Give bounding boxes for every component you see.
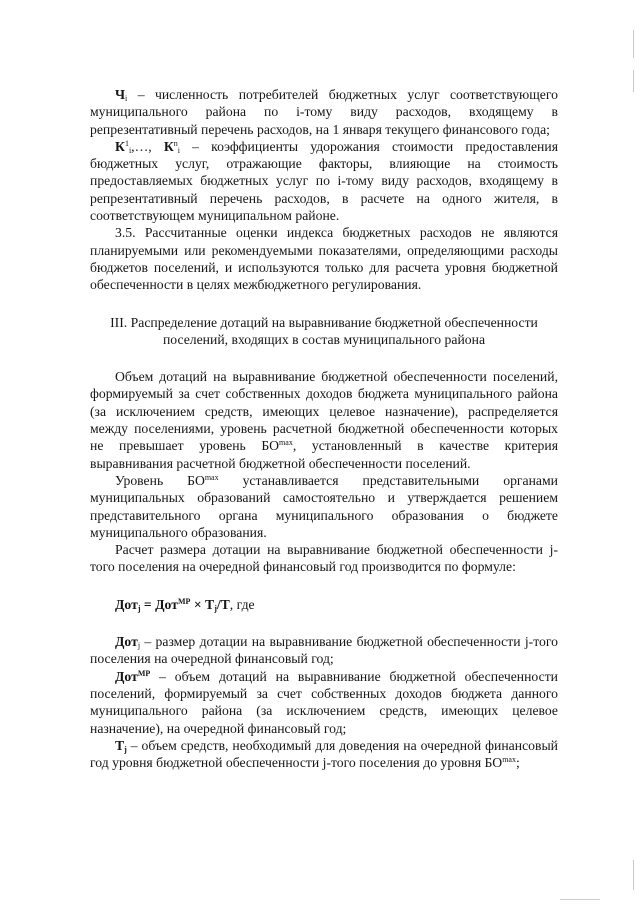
symbol-superscript: 1 <box>124 138 129 148</box>
scan-edge-mark <box>633 30 634 58</box>
symbol-superscript: max <box>204 472 219 482</box>
section-heading: III. Распределение дотаций на выравнивание бюджетной обеспеченности поселений, входящих в состав муниципального района <box>110 314 538 347</box>
paragraph-text: – объем дотаций на выравнивание бюджетной обеспеченности поселений, формируемый за счет собственных доходов бюджета данного муниципального района (за исключением средств, имеющих целевое назначение), на очередной финансовый год; <box>90 668 558 736</box>
document-body <box>90 86 558 771</box>
symbol-subscript: j <box>124 744 127 754</box>
symbol-subscript: i <box>128 145 132 155</box>
scan-edge-mark <box>633 70 634 92</box>
paragraph-subsidy-volume <box>90 368 558 472</box>
paragraph-text: ; <box>515 755 520 771</box>
paragraph-text: , установленный в качестве критерия выравнивания расчетной бюджетной обеспеченности поселений. <box>90 438 558 471</box>
symbol-superscript: МР <box>137 668 151 678</box>
symbol-subscript: i <box>125 94 128 103</box>
paragraph-ch-definition <box>90 86 558 138</box>
formula-superscript: МР <box>177 596 191 606</box>
scan-edge-mark <box>633 860 634 890</box>
formula <box>90 596 558 613</box>
formula-t-j: T <box>205 596 215 612</box>
paragraph-k-definition <box>90 138 558 224</box>
paragraph-3-5: 3.5. Рассчитанные оценки индекса бюджетных расходов не являются планируемыми или рекомендуемыми показателями, определяющими расходы бюджетов поселений, и используются только для расчета уровня бюджетной обеспеченности в целях межбюджетного регулирования. <box>90 225 558 293</box>
scan-speck <box>560 899 600 900</box>
paragraph-text: – объем средств, необходимый для доведения на очередной финансовый год уровня бюджетной обеспеченности j-того поселения до уровня БО <box>90 737 558 771</box>
paragraph-text: устанавливается представительными органами муниципальных образований самостоятельно и утверждается решением представительного органа муниципального образования о бюджете муниципального образования. <box>90 472 558 540</box>
symbol-ch: Ч <box>115 87 126 102</box>
paragraph-text: – размер дотации на выравнивание бюджетной обеспеченности j-того поселения на очередной финансовый год; <box>90 634 558 667</box>
formula-dot-j: Дот <box>115 596 138 612</box>
symbol-k1: К <box>115 138 125 154</box>
formula-subscript: j <box>214 603 217 613</box>
paragraph-calculation: Расчет размера дотации на выравнивание бюджетной обеспеченности j-того поселения на очередной финансовый год производится по формуле: <box>90 542 558 575</box>
paragraph-text: – численность потребителей бюджетных услуг соответствующего муниципального района по i-тому виду расходов, входящему в репрезентативный перечень расходов, на 1 января текущего финансового года; <box>90 87 558 137</box>
formula-times: × <box>190 596 206 612</box>
symbol-separator: ,…, <box>131 138 164 154</box>
formula-dot-mr: Дот <box>155 596 178 612</box>
paragraph-text: Уровень БО <box>115 472 205 488</box>
formula-tail: , где <box>229 596 255 612</box>
formula-divide-t: /T <box>216 596 230 612</box>
symbol-dot-mr: Дот <box>115 668 138 684</box>
symbol-t-j: T <box>115 737 125 753</box>
symbol-subscript: j <box>137 641 141 651</box>
paragraph-dot-mr-definition <box>90 668 558 737</box>
symbol-superscript: max <box>502 755 516 765</box>
formula-subscript: j <box>137 603 141 613</box>
paragraph-t-j-definition <box>90 737 558 772</box>
symbol-superscript: max <box>279 438 293 448</box>
paragraph-text: – коэффициенты удорожания стоимости предоставления бюджетных услуг, отражающие факторы, влияющие на стоимость предоставляемых бюджетных услуг по i-тому виду расходов, входящему в репрезентативный перечень расходов, в расчете на одного жителя, в соответствующем муниципальном районе. <box>90 138 558 224</box>
paragraph-text: Объем дотаций на выравнивание бюджетной обеспеченности поселений, формируемый за счет собственных доходов бюджета муниципального района (за исключением средств, имеющих целевое назначение), распределяется между поселениями, уровень расчетной бюджетной обеспеченности которых не превышает уровень БО <box>90 369 558 454</box>
formula-equals: = <box>140 596 156 612</box>
paragraph-dot-j-definition <box>90 633 558 668</box>
symbol-superscript: n <box>173 138 178 148</box>
symbol-kn: К <box>163 138 174 154</box>
symbol-dot-j: Дот <box>115 634 138 650</box>
paragraph-bo-max <box>90 472 558 541</box>
symbol-subscript: i <box>177 145 181 155</box>
